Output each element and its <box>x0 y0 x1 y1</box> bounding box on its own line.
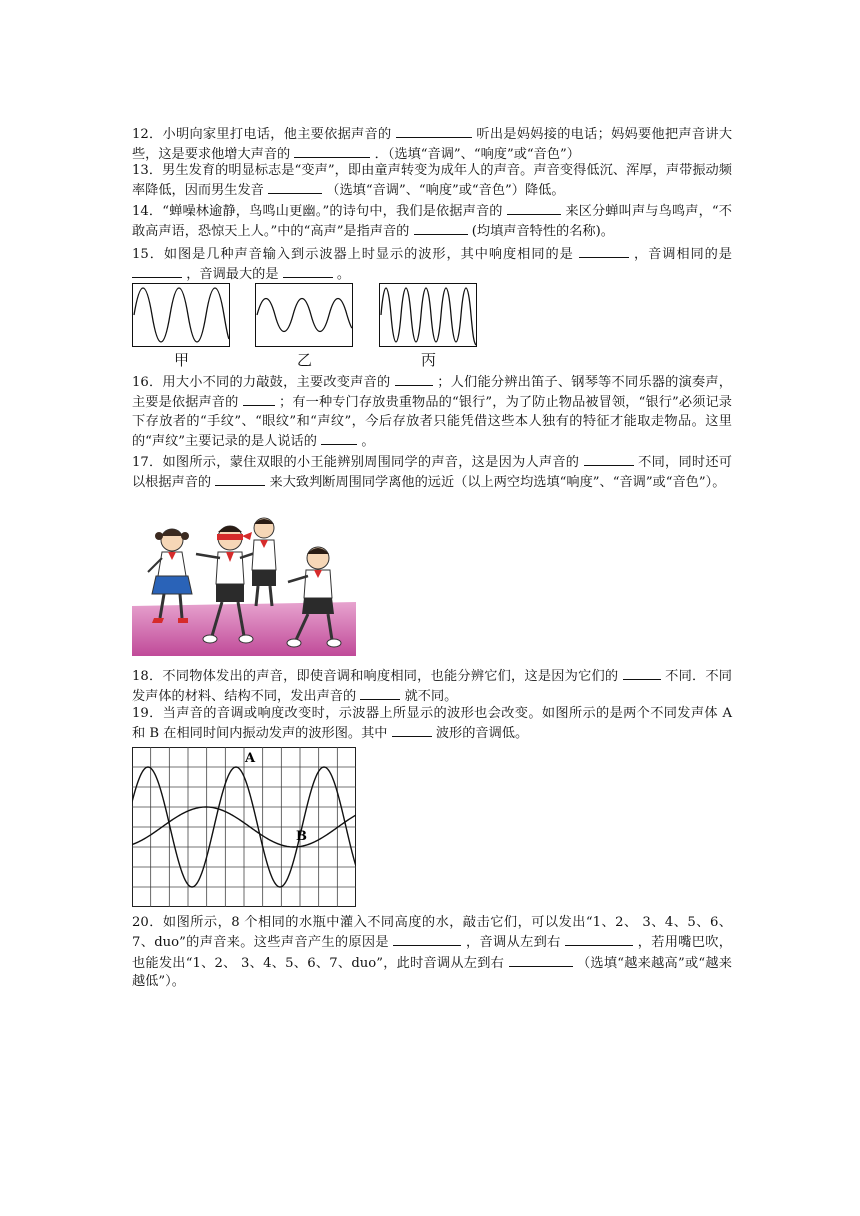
q14-text-a: 14．“蝉噪林逾静，鸟鸣山更幽。”的诗句中，我们是依据声音的 <box>132 204 503 219</box>
waveform-jia <box>132 283 230 347</box>
q12-text-c: ．（选填“音调”、“响度”或“音色”） <box>374 147 580 163</box>
q14-blank-2[interactable] <box>414 221 468 235</box>
question-15 <box>132 244 732 285</box>
q18-blank-1[interactable] <box>623 666 661 680</box>
q19-text-a: 19．当声音的音调或响度改变时，示波器上所显示的波形也会改变。如图所示的是两个不同发声体 A 和 B 在相同时间内振动发声的波形图。其中 <box>132 706 732 742</box>
q20-blank-3[interactable] <box>509 953 573 967</box>
waveform-grid-figure <box>132 747 356 907</box>
q14-text-b: 来区分蝉叫声与鸟鸣声，“不敢高声语，恐惊天上人。”中的“高声”是指声音的 <box>132 204 732 240</box>
q20-text-d: （选填“越来越高”或“越来越低”）。 <box>132 955 732 990</box>
q15-text-b: ，音调相同的是 <box>634 247 732 262</box>
q16-blank-2[interactable] <box>243 392 275 406</box>
q16-blank-1[interactable] <box>395 372 433 386</box>
q20-text-c: ，若用嘴巴吹，也能发出“1、2、 3、4、5、6、7、duo”，此时音调从左到右 <box>132 935 732 971</box>
q20-blank-1[interactable] <box>393 932 461 946</box>
q14-text-c: (均填声音特性的名称)。 <box>471 224 614 240</box>
q17-blank-1[interactable] <box>584 452 634 466</box>
q12-blank-2[interactable] <box>294 144 370 158</box>
q15-blank-3[interactable] <box>283 264 333 278</box>
waveform-label-bing: 丙 <box>421 351 437 369</box>
boy-figure-back <box>252 518 276 606</box>
q16-text-a: 16．用大小不同的力敲鼓，主要改变声音的 <box>132 375 391 390</box>
question-17 <box>132 452 732 493</box>
q13-text-b: （选填“音调”、“响度”或“音色”）降低。 <box>326 183 565 199</box>
q18-text-b: 不同．不同发声体的材料、结构不同，发出声音的 <box>132 669 732 705</box>
question-13 <box>132 162 732 201</box>
q17-blank-2[interactable] <box>215 472 265 486</box>
q18-text-a: 18．不同物体发出的声音，即使音调和响度相同，也能分辨它们，这是因为它们的 <box>132 669 619 684</box>
q12-blank-1[interactable] <box>396 124 472 138</box>
question-20 <box>132 914 732 992</box>
q15-text-a: 15．如图是几种声音输入到示波器上时显示的波形，其中响度相同的是 <box>132 247 574 262</box>
wave-b-label: B <box>296 829 307 844</box>
q18-blank-2[interactable] <box>360 686 400 700</box>
q17-text-c: 来大致判断周围同学离他的远近（以上两空均选填“响度”、“音调”或“音色”）。 <box>269 475 726 491</box>
question-12 <box>132 124 732 165</box>
q15-text-d: 。 <box>336 267 351 283</box>
q13-text-a: 13．男生发育的明显标志是“变声”，即由童声转变为成年人的声音。声音变得低沉、浑厚，声带振动频率降低，因而男生发音 <box>132 163 732 199</box>
kids-illustration <box>132 514 356 656</box>
q16-text-b: ；人们能分辨出笛子、钢琴等不同乐器的演奏声，主要是依据声音的 <box>132 375 732 411</box>
q15-blank-2[interactable] <box>132 264 182 278</box>
wave-a-label: A <box>245 751 256 766</box>
q16-blank-3[interactable] <box>321 431 357 445</box>
q20-text-b: ，音调从左到右 <box>466 935 561 951</box>
q18-text-c: 就不同。 <box>404 689 458 705</box>
q15-text-c: ，音调最大的是 <box>186 267 279 283</box>
q12-text-b: 听出是妈妈接的电话；妈妈要他把声音讲大些，这是要求他增大声音的 <box>132 127 733 163</box>
q20-text-a: 20．如图所示，8 个相同的水瓶中灌入不同高度的水，敲击它们，可以发出“1、2、 3、4、5、6、7、duo”的声音来。这些声音产生的原因是 <box>132 915 732 951</box>
waveform-label-yi: 乙 <box>297 351 313 369</box>
waveform-yi <box>255 283 353 347</box>
question-19 <box>132 705 732 744</box>
q16-text-c: ；有一种专门存放贵重物品的“银行”，为了防止物品被冒领，“银行”必须记录下存放者的“手纹”、“眼纹”和“声纹”，今后存放者只能凭借这些本人独有的特征才能取走物品。这里的“声纹”主要记录的是人说话的 <box>132 395 732 450</box>
q13-blank-1[interactable] <box>268 180 322 194</box>
q20-blank-2[interactable] <box>565 932 633 946</box>
question-16 <box>132 372 732 452</box>
q12-text-a: 12．小明向家里打电话，他主要依据声音的 <box>132 127 392 142</box>
q15-blank-1[interactable] <box>579 244 629 258</box>
question-14 <box>132 201 732 242</box>
q16-text-d: 。 <box>361 434 375 450</box>
q14-blank-1[interactable] <box>507 201 561 215</box>
q17-text-b: 不同，同时还可以根据声音的 <box>132 455 732 491</box>
q19-blank-1[interactable] <box>392 723 432 737</box>
q17-text-a: 17．如图所示，蒙住双眼的小王能辨别周围同学的声音，这是因为人声音的 <box>132 455 580 470</box>
waveform-label-jia: 甲 <box>174 351 190 369</box>
question-18 <box>132 666 732 707</box>
waveform-bing <box>379 283 477 347</box>
q19-text-b: 波形的音调低。 <box>435 726 529 742</box>
